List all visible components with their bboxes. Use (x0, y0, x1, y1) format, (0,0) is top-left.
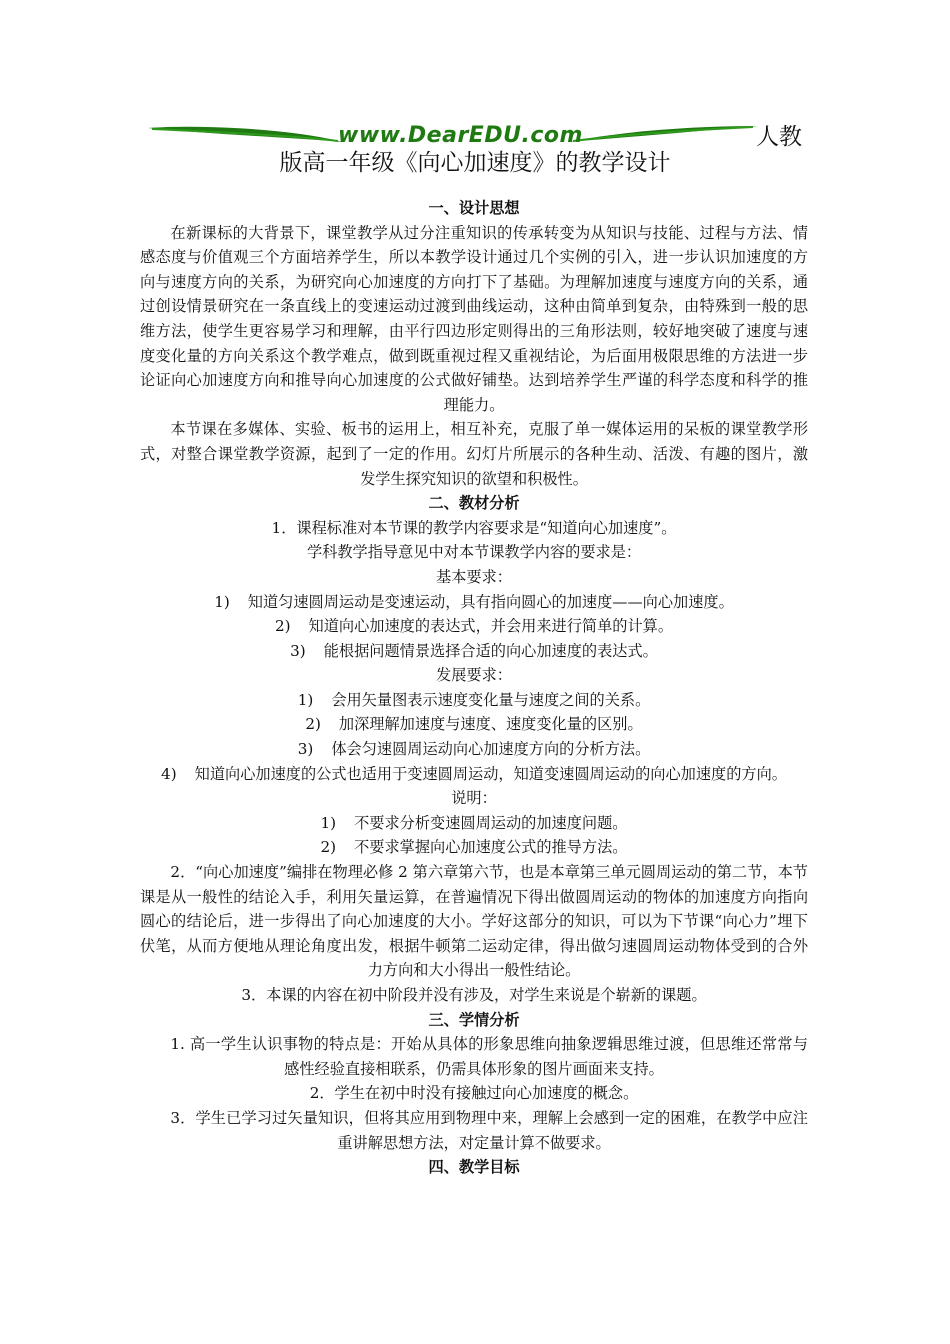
section-heading-objectives: 四、教学目标 (428, 1158, 520, 1177)
subheading-basic: 基本要求： (436, 567, 512, 586)
paragraph: 1. 高一学生认识事物的特点是：开始从具体的形象思维向抽象逻辑思维过渡，但思维还常常与感性经验直接相联系，仍需具体形象的图片画面来支持。 (170, 1035, 808, 1078)
list-item: 3) 能根据问题情景选择合适的向心加速度的表达式。 (290, 641, 658, 660)
list-item: 2) 知道向心加速度的表达式，并会用来进行简单的计算。 (274, 617, 674, 636)
paragraph: 3．本课的内容在初中阶段并没有涉及，对学生来说是个崭新的课题。 (241, 986, 707, 1004)
section-heading-students: 三、学情分析 (428, 1010, 520, 1029)
paragraph: 学科教学指导意见中对本节课教学内容的要求是： (306, 543, 642, 562)
paragraph: 2．“向心加速度”编排在物理必修 2 第六章第六节，也是本章第三单元圆周运动的第二节，本节课是从一般性的结论入手，利用矢量运算，在普遍情况下得出做圆周运动的物体的加速度方向指向圆心的结论后，进一步得出了向心加速度的大小。学好这部分的知识，可以为下节课“向心力”埋下伏笔，从而方便地从理论角度出发，根据牛顿第二运动定律，得出做匀速圆周运动物体受到的合外力方向和大小得出一般性结论。 (140, 863, 808, 980)
list-item: 1) 知道匀速圆周运动是变速运动，具有指向圆心的加速度——向心加速度。 (214, 592, 734, 611)
list-item: 2) 不要求掌握向心加速度公式的推导方法。 (320, 838, 628, 857)
paragraph: 本节课在多媒体、实验、板书的运用上，相互补充，克服了单一媒体运用的呆板的课堂教学形式，对整合课堂教学资源，起到了一定的作用。幻灯片所展示的各种生动、活泼、有趣的图片，激发学生探究知识的欲望和积极性。 (140, 420, 808, 488)
document-title-line2: 版高一年级《向心加速度》的教学设计 (279, 150, 671, 176)
document-body (140, 196, 808, 1180)
paragraph: 在新课标的大背景下，课堂教学从过分注重知识的传承转变为从知识与技能、过程与方法、情感态度与价值观三个方面培养学生，所以本教学设计通过几个实例的引入，进一步认识加速度的方向与速度方向的关系，为研究向心加速度的方向打下了基础。为理解加速度与速度方向的关系，通过创设情景研究在一条直线上的变速运动过渡到曲线运动，这种由简单到复杂，由特殊到一般的思维方法，使学生更容易学习和理解，由平行四边形定则得出的三角形法则，较好地突破了速度与速度变化量的方向关系这个教学难点，做到既重视过程又重视结论，为后面用极限思维的方法进一步论证向心加速度方向和推导向心加速度的公式做好铺垫。达到培养学生严谨的科学态度和科学的推理能力。 (140, 223, 808, 414)
list-item: 4) 知道向心加速度的公式也适用于变速圆周运动，知道变速圆周运动的向心加速度的方向。 (161, 764, 787, 783)
list-item: 2) 加深理解加速度与速度、速度变化量的区别。 (305, 715, 643, 734)
document-title-line1: 人教 (756, 124, 802, 150)
section-heading-design: 一、设计思想 (428, 199, 520, 217)
list-item: 3) 体会匀速圆周运动向心加速度方向的分析方法。 (297, 740, 651, 759)
list-item: 1) 不要求分析变速圆周运动的加速度问题。 (320, 813, 628, 832)
paragraph: 2．学生在初中时没有接触过向心加速度的概念。 (309, 1084, 639, 1103)
site-logo-text: www.DearEDU.com (338, 123, 583, 148)
list-item: 1) 会用矢量图表示速度变化量与速度之间的关系。 (297, 690, 651, 709)
subheading-development: 发展要求： (436, 666, 512, 685)
paragraph: 3．学生已学习过矢量知识，但将其应用到物理中来，理解上会感到一定的困难，在教学中应注重讲解思想方法，对定量计算不做要求。 (170, 1108, 808, 1152)
section-heading-material: 二、教材分析 (428, 494, 520, 513)
subheading-note: 说明： (451, 789, 497, 808)
paragraph: 1．课程标准对本节课的教学内容要求是“知道向心加速度”。 (271, 518, 677, 537)
